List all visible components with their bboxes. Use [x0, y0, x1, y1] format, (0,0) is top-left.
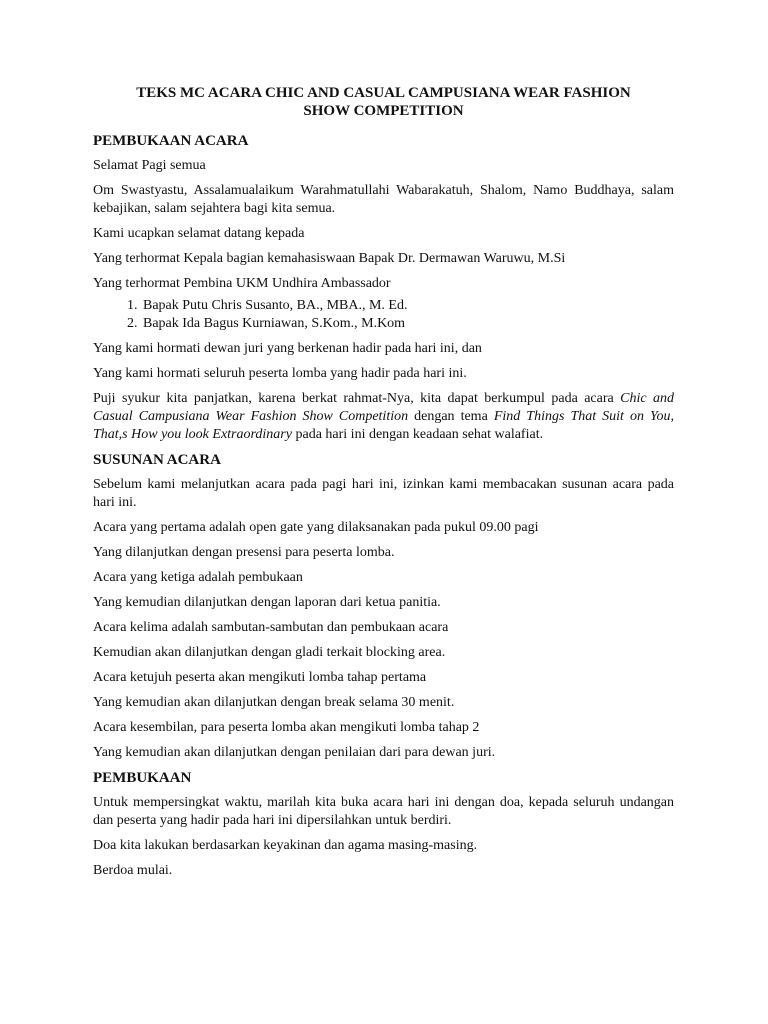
gratitude-paragraph: [93, 390, 674, 444]
gratitude-part-3: pada hari ini dengan keadaan sehat walafiat.: [291, 427, 544, 442]
section-heading-opening: PEMBUKAAN ACARA: [93, 133, 249, 149]
agenda-item: Acara kesembilan, para peserta lomba akan mengikuti lomba tahap 2: [93, 720, 480, 735]
title-line-2: SHOW COMPETITION: [303, 103, 464, 119]
event-theme: Find Things That Suit on You, That,s How you look Extraordinary: [93, 409, 674, 442]
welcome-text: Kami ucapkan selamat datang kepada: [93, 226, 305, 241]
advisor-list: [93, 297, 674, 333]
advisor-item: 1. Bapak Putu Chris Susanto, BA., MBA., M. Ed.: [141, 297, 674, 315]
gratitude-part-1: Puji syukur kita panjatkan, karena berkat rahmat-Nya, kita dapat berkumpul pada acara: [93, 391, 621, 406]
agenda-item: Yang kemudian akan dilanjutkan dengan break selama 30 menit.: [93, 695, 455, 710]
event-name: Chic and Casual Campusiana Wear Fashion Show Competition: [93, 391, 674, 424]
greeting-text: Selamat Pagi semua: [93, 158, 206, 173]
advisor-item: 2. Bapak Ida Bagus Kurniawan, S.Kom., M.Kom: [141, 315, 674, 333]
prayer-paragraph-3: Berdoa mulai.: [93, 863, 173, 878]
title-line-1: TEKS MC ACARA CHIC AND CASUAL CAMPUSIANA WEAR FASHION: [136, 85, 631, 101]
agenda-item: Yang kemudian dilanjutkan dengan laporan dari ketua panitia.: [93, 595, 441, 610]
agenda-item: Acara yang pertama adalah open gate yang dilaksanakan pada pukul 09.00 pagi: [93, 520, 539, 535]
prayer-paragraph-2: Doa kita lakukan berdasarkan keyakinan dan agama masing-masing.: [93, 838, 478, 853]
gratitude-part-2: dengan tema: [408, 409, 494, 424]
section-heading-prayer: PEMBUKAAN: [93, 770, 192, 786]
agenda-item: Kemudian akan dilanjutkan dengan gladi terkait blocking area.: [93, 645, 446, 660]
agenda-item: Yang dilanjutkan dengan presensi para peserta lomba.: [93, 545, 395, 560]
honored-guest-1: Yang terhormat Kepala bagian kemahasiswaan Bapak Dr. Dermawan Waruwu, M.Si: [93, 251, 566, 266]
prayer-paragraph-1: Untuk mempersingkat waktu, marilah kita buka acara hari ini dengan doa, kepada seluruh undangan dan peserta yang hadir pada hari ini dipersilahkan untuk berdiri.: [93, 795, 674, 828]
document-title: [93, 84, 674, 120]
agenda-intro: Sebelum kami melanjutkan acara pada pagi hari ini, izinkan kami membacakan susunan acara pada hari ini.: [93, 477, 674, 510]
agenda-item: Acara yang ketiga adalah pembukaan: [93, 570, 303, 585]
respected-jury-text: Yang kami hormati dewan juri yang berkenan hadir pada hari ini, dan: [93, 341, 482, 356]
respected-participants-text: Yang kami hormati seluruh peserta lomba yang hadir pada hari ini.: [93, 366, 467, 381]
section-heading-agenda: SUSUNAN ACARA: [93, 452, 221, 468]
agenda-item: Acara ketujuh peserta akan mengikuti lomba tahap pertama: [93, 670, 427, 685]
honored-guest-2: Yang terhormat Pembina UKM Undhira Ambassador: [93, 276, 391, 291]
agenda-item: Acara kelima adalah sambutan-sambutan dan pembukaan acara: [93, 620, 449, 635]
agenda-item: Yang kemudian akan dilanjutkan dengan penilaian dari para dewan juri.: [93, 745, 496, 760]
salutation-text: Om Swastyastu, Assalamualaikum Warahmatullahi Wabarakatuh, Shalom, Namo Buddhaya, salam kebajikan, salam sejahtera bagi kita semua.: [93, 183, 674, 216]
